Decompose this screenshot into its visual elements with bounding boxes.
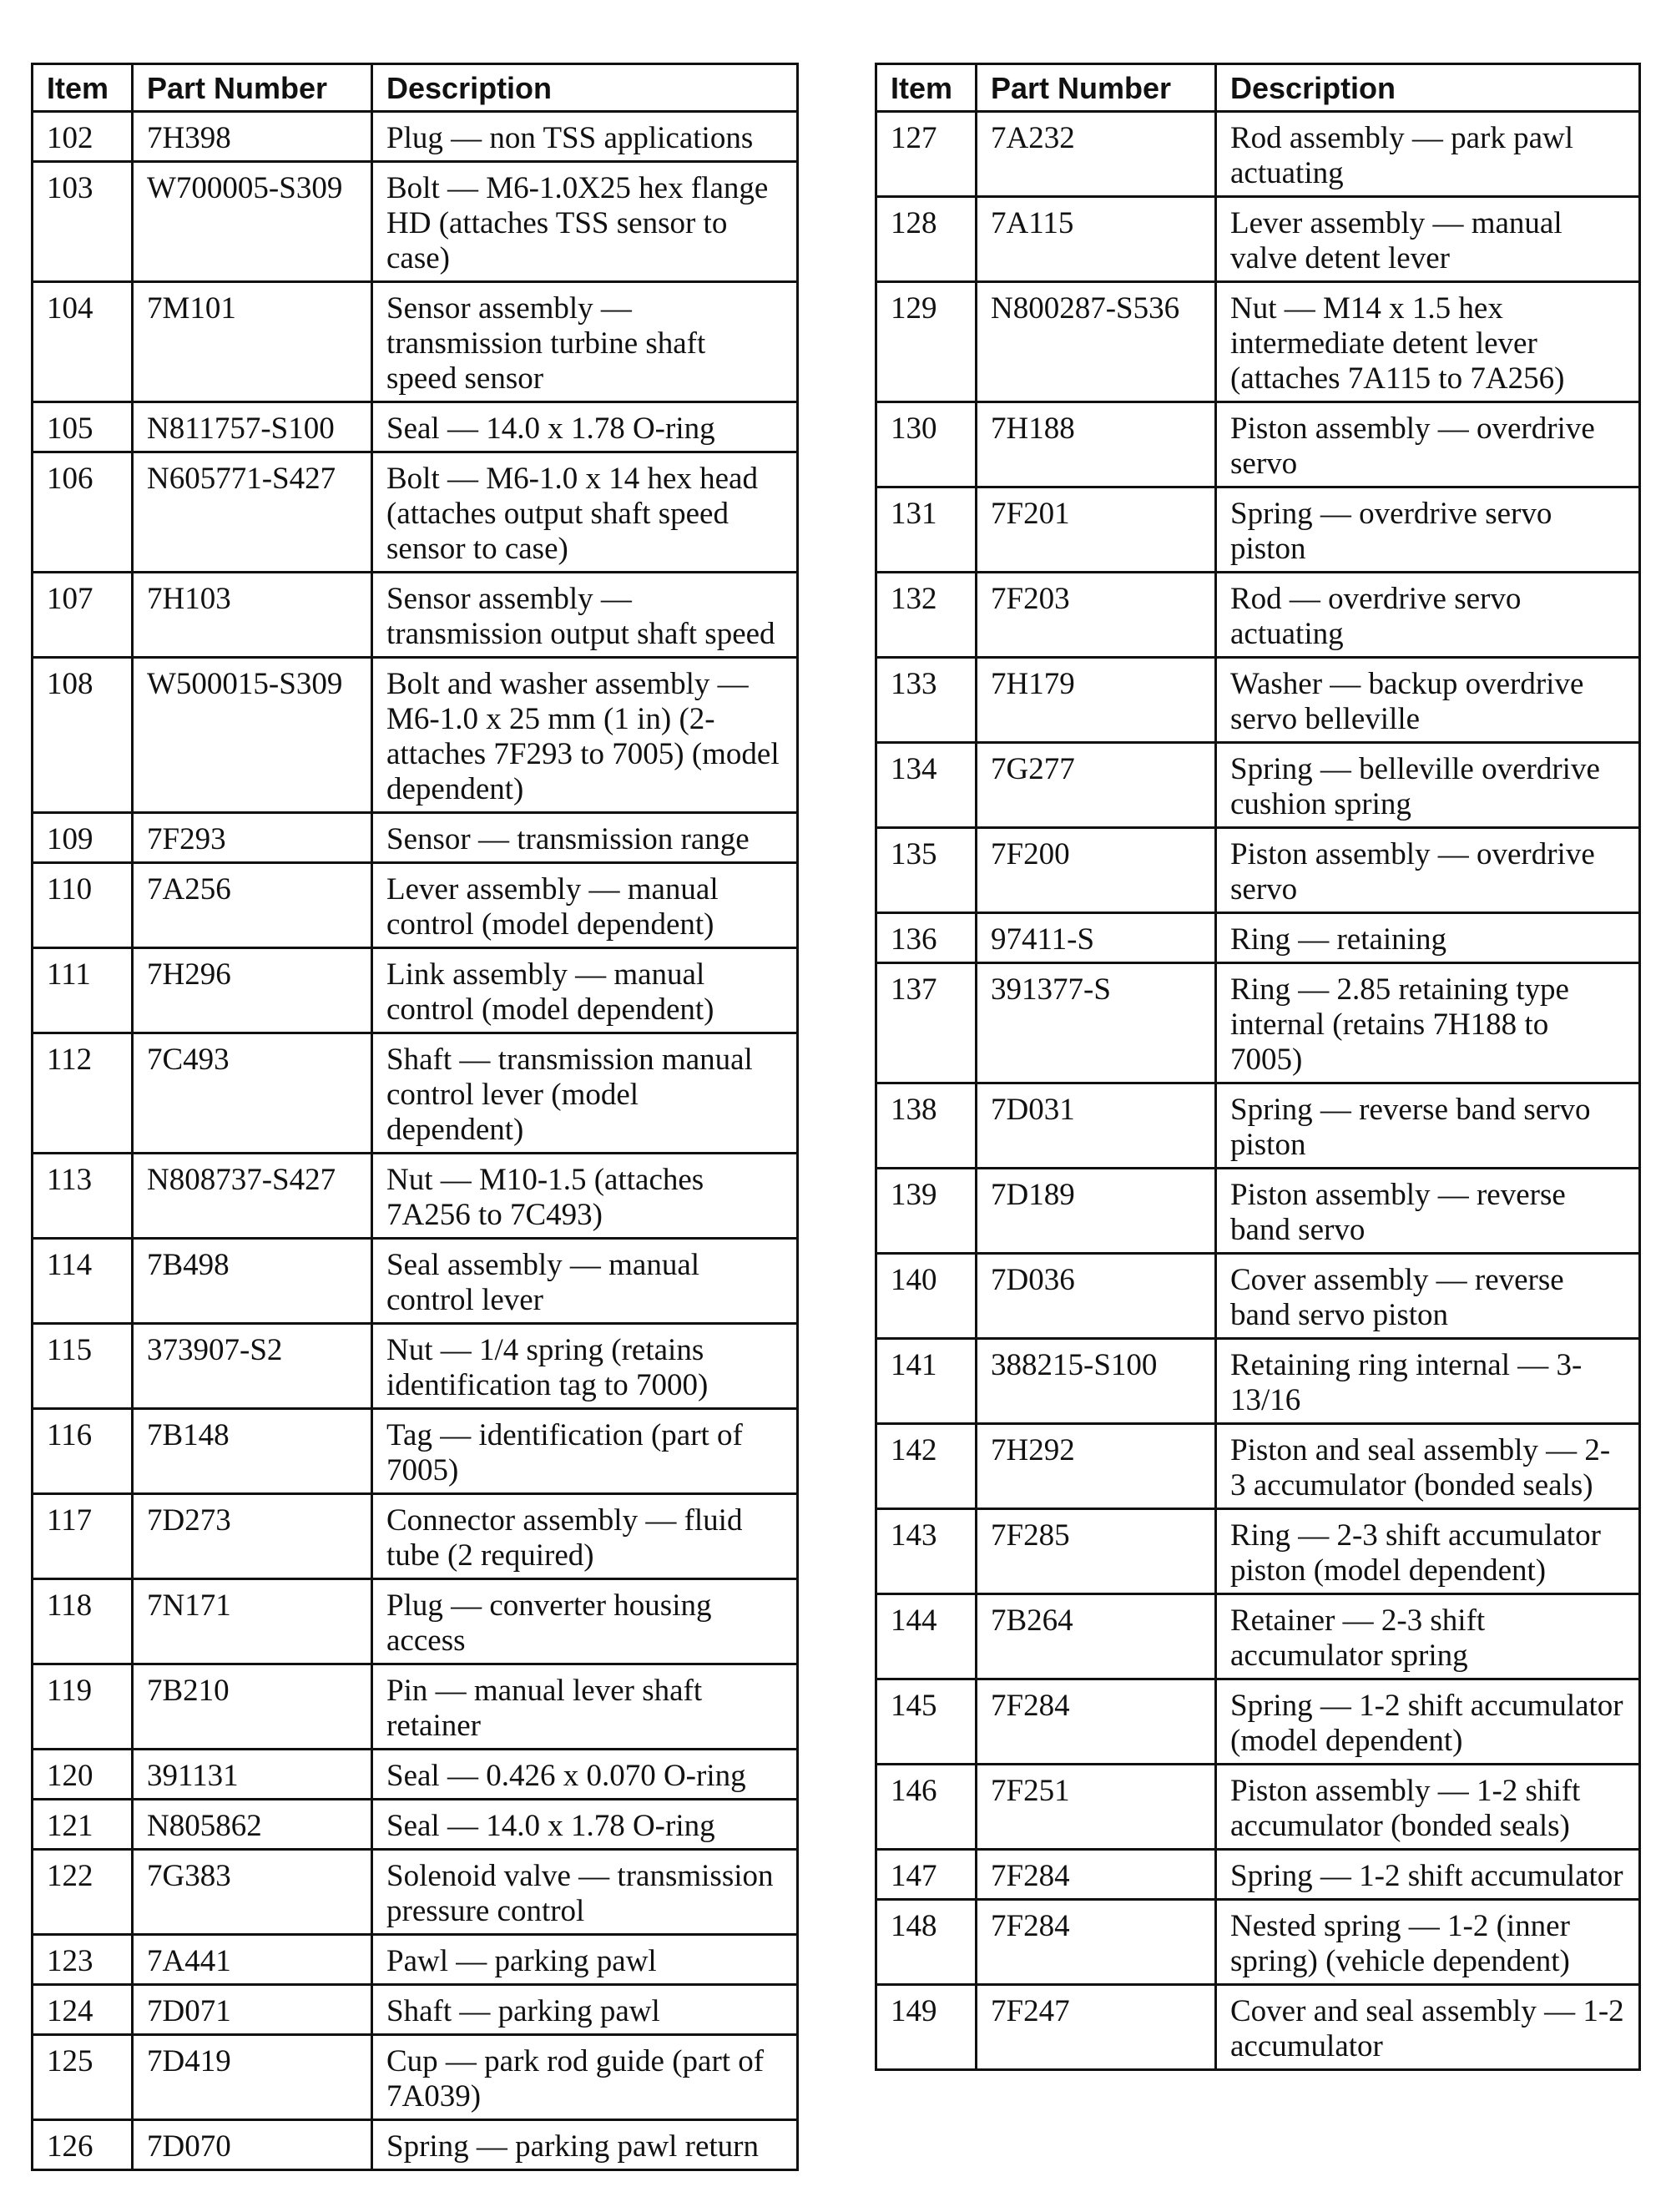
description-cell: Pawl — parking pawl: [372, 1935, 798, 1985]
description-cell: Spring — belleville overdrive cushion spring: [1216, 743, 1640, 828]
part-number-cell: N605771-S427: [133, 452, 372, 573]
part-number-cell: 7G277: [977, 743, 1216, 828]
table-row: [876, 402, 1640, 487]
item-number-cell: 103: [33, 162, 133, 282]
table-row: [876, 1509, 1640, 1594]
item-number-cell: 127: [876, 112, 977, 197]
part-number-cell: 7D273: [133, 1494, 372, 1579]
description-cell: Nut — 1/4 spring (retains identification tag to 7000): [372, 1324, 798, 1409]
table-row: [876, 197, 1640, 282]
part-number-cell: N800287-S536: [977, 282, 1216, 402]
description-cell: Retaining ring internal — 3-13/16: [1216, 1339, 1640, 1424]
description-cell: Piston and seal assembly — 2-3 accumulator (bonded seals): [1216, 1424, 1640, 1509]
table-row: [33, 282, 798, 402]
table-row: [33, 948, 798, 1033]
part-number-cell: 7D071: [133, 1985, 372, 2035]
description-cell: Cover and seal assembly — 1-2 accumulator: [1216, 1985, 1640, 2070]
item-number-cell: 131: [876, 487, 977, 573]
table-row: [876, 1765, 1640, 1850]
item-number-cell: 149: [876, 1985, 977, 2070]
description-cell: Piston assembly — overdrive servo: [1216, 828, 1640, 913]
table-row: [33, 1494, 798, 1579]
description-cell: Nut — M10-1.5 (attaches 7A256 to 7C493): [372, 1154, 798, 1239]
header-row: [33, 64, 798, 112]
header-row: [876, 64, 1640, 112]
table-body: [33, 112, 798, 2170]
parts-table-left: [31, 63, 799, 2171]
item-number-cell: 145: [876, 1679, 977, 1765]
table-row: [876, 1424, 1640, 1509]
table-row: [33, 1579, 798, 1664]
part-number-cell: 7F285: [977, 1509, 1216, 1594]
description-cell: Ring — retaining: [1216, 913, 1640, 963]
description-cell: Nested spring — 1-2 (inner spring) (vehicle dependent): [1216, 1900, 1640, 1985]
item-number-cell: 136: [876, 913, 977, 963]
part-number-cell: 7A232: [977, 112, 1216, 197]
description-cell: Ring — 2.85 retaining type internal (retains 7H188 to 7005): [1216, 963, 1640, 1083]
description-column-header: Description: [1216, 64, 1640, 112]
part-number-column-header: Part Number: [133, 64, 372, 112]
part-number-cell: 7F251: [977, 1765, 1216, 1850]
table-row: [33, 1324, 798, 1409]
item-number-cell: 140: [876, 1254, 977, 1339]
part-number-cell: 7H296: [133, 948, 372, 1033]
part-number-cell: 7B148: [133, 1409, 372, 1494]
item-number-cell: 146: [876, 1765, 977, 1850]
description-cell: Spring — 1-2 shift accumulator: [1216, 1850, 1640, 1900]
table-row: [33, 2035, 798, 2120]
table-header: [33, 64, 798, 112]
description-cell: Piston assembly — overdrive servo: [1216, 402, 1640, 487]
item-number-cell: 134: [876, 743, 977, 828]
item-number-cell: 148: [876, 1900, 977, 1985]
description-cell: Sensor — transmission range: [372, 813, 798, 863]
description-cell: Rod assembly — park pawl actuating: [1216, 112, 1640, 197]
description-cell: Washer — backup overdrive servo belleville: [1216, 658, 1640, 743]
part-number-cell: 7B498: [133, 1239, 372, 1324]
description-cell: Nut — M14 x 1.5 hex intermediate detent lever (attaches 7A115 to 7A256): [1216, 282, 1640, 402]
item-number-cell: 114: [33, 1239, 133, 1324]
item-number-cell: 119: [33, 1664, 133, 1750]
part-number-cell: 7D070: [133, 2120, 372, 2170]
table-row: [876, 1985, 1640, 2070]
description-cell: Spring — 1-2 shift accumulator (model dependent): [1216, 1679, 1640, 1765]
description-cell: Cover assembly — reverse band servo piston: [1216, 1254, 1640, 1339]
description-cell: Rod — overdrive servo actuating: [1216, 573, 1640, 658]
description-cell: Link assembly — manual control (model dependent): [372, 948, 798, 1033]
item-number-cell: 122: [33, 1850, 133, 1935]
table-row: [33, 1935, 798, 1985]
item-number-cell: 126: [33, 2120, 133, 2170]
item-number-cell: 123: [33, 1935, 133, 1985]
description-cell: Ring — 2-3 shift accumulator piston (model dependent): [1216, 1509, 1640, 1594]
table-row: [33, 1033, 798, 1154]
part-number-cell: 7B264: [977, 1594, 1216, 1679]
item-number-cell: 125: [33, 2035, 133, 2120]
part-number-cell: 388215-S100: [977, 1339, 1216, 1424]
item-number-cell: 115: [33, 1324, 133, 1409]
table-row: [876, 1169, 1640, 1254]
description-cell: Lever assembly — manual valve detent lever: [1216, 197, 1640, 282]
item-number-cell: 118: [33, 1579, 133, 1664]
part-number-cell: 7F200: [977, 828, 1216, 913]
description-cell: Shaft — transmission manual control lever (model dependent): [372, 1033, 798, 1154]
table-row: [33, 1750, 798, 1800]
item-number-cell: 142: [876, 1424, 977, 1509]
description-cell: Retainer — 2-3 shift accumulator spring: [1216, 1594, 1640, 1679]
table-row: [876, 1900, 1640, 1985]
table-row: [876, 1679, 1640, 1765]
table-row: [876, 743, 1640, 828]
part-number-cell: 7M101: [133, 282, 372, 402]
item-number-cell: 132: [876, 573, 977, 658]
table-row: [876, 913, 1640, 963]
table-row: [33, 1850, 798, 1935]
table-row: [876, 112, 1640, 197]
item-number-cell: 102: [33, 112, 133, 162]
part-number-cell: 7A115: [977, 197, 1216, 282]
description-cell: Piston assembly — reverse band servo: [1216, 1169, 1640, 1254]
item-number-cell: 108: [33, 658, 133, 813]
item-number-cell: 104: [33, 282, 133, 402]
table-row: [876, 1339, 1640, 1424]
table-row: [876, 963, 1640, 1083]
item-number-cell: 139: [876, 1169, 977, 1254]
item-number-cell: 111: [33, 948, 133, 1033]
description-cell: Connector assembly — fluid tube (2 required): [372, 1494, 798, 1579]
part-number-cell: 7F284: [977, 1679, 1216, 1765]
item-number-cell: 124: [33, 1985, 133, 2035]
description-cell: Plug — non TSS applications: [372, 112, 798, 162]
part-number-column-header: Part Number: [977, 64, 1216, 112]
table-row: [33, 1985, 798, 2035]
part-number-cell: 97411-S: [977, 913, 1216, 963]
description-cell: Seal — 0.426 x 0.070 O-ring: [372, 1750, 798, 1800]
part-number-cell: 7F201: [977, 487, 1216, 573]
item-number-cell: 110: [33, 863, 133, 948]
table-row: [876, 1254, 1640, 1339]
description-cell: Lever assembly — manual control (model dependent): [372, 863, 798, 948]
table-row: [876, 828, 1640, 913]
item-number-cell: 116: [33, 1409, 133, 1494]
item-number-cell: 141: [876, 1339, 977, 1424]
part-number-cell: 7H398: [133, 112, 372, 162]
table-row: [33, 1239, 798, 1324]
table-row: [33, 658, 798, 813]
part-number-cell: 7F293: [133, 813, 372, 863]
description-cell: Seal — 14.0 x 1.78 O-ring: [372, 402, 798, 452]
table-row: [876, 1594, 1640, 1679]
description-cell: Piston assembly — 1-2 shift accumulator (bonded seals): [1216, 1765, 1640, 1850]
description-cell: Bolt — M6-1.0 x 14 hex head (attaches output shaft speed sensor to case): [372, 452, 798, 573]
part-number-cell: N808737-S427: [133, 1154, 372, 1239]
part-number-cell: 7N171: [133, 1579, 372, 1664]
table-row: [33, 573, 798, 658]
part-number-cell: 7B210: [133, 1664, 372, 1750]
description-cell: Cup — park rod guide (part of 7A039): [372, 2035, 798, 2120]
description-cell: Spring — overdrive servo piston: [1216, 487, 1640, 573]
table-row: [33, 863, 798, 948]
part-number-cell: 7H103: [133, 573, 372, 658]
item-number-cell: 120: [33, 1750, 133, 1800]
description-cell: Spring — parking pawl return: [372, 2120, 798, 2170]
part-number-cell: 7F284: [977, 1900, 1216, 1985]
part-number-cell: 7H179: [977, 658, 1216, 743]
item-number-cell: 117: [33, 1494, 133, 1579]
item-number-cell: 144: [876, 1594, 977, 1679]
part-number-cell: 7F203: [977, 573, 1216, 658]
part-number-cell: 7H188: [977, 402, 1216, 487]
part-number-cell: N811757-S100: [133, 402, 372, 452]
description-cell: Tag — identification (part of 7005): [372, 1409, 798, 1494]
table-row: [33, 1409, 798, 1494]
item-number-cell: 121: [33, 1800, 133, 1850]
table-row: [33, 1154, 798, 1239]
table-row: [33, 813, 798, 863]
table-row: [33, 1800, 798, 1850]
item-number-cell: 133: [876, 658, 977, 743]
table-header: [876, 64, 1640, 112]
description-cell: Plug — converter housing access: [372, 1579, 798, 1664]
table-row: [876, 1083, 1640, 1169]
table-row: [33, 402, 798, 452]
item-number-cell: 128: [876, 197, 977, 282]
item-number-cell: 106: [33, 452, 133, 573]
part-number-cell: 7G383: [133, 1850, 372, 1935]
part-number-cell: N805862: [133, 1800, 372, 1850]
item-number-cell: 137: [876, 963, 977, 1083]
parts-table-right: [875, 63, 1641, 2071]
description-cell: Sensor assembly — transmission turbine shaft speed sensor: [372, 282, 798, 402]
table-body: [876, 112, 1640, 2070]
table-row: [876, 573, 1640, 658]
item-number-cell: 129: [876, 282, 977, 402]
item-column-header: Item: [876, 64, 977, 112]
part-number-cell: 7A441: [133, 1935, 372, 1985]
item-number-cell: 107: [33, 573, 133, 658]
description-cell: Pin — manual lever shaft retainer: [372, 1664, 798, 1750]
part-number-cell: 7H292: [977, 1424, 1216, 1509]
description-cell: Bolt — M6-1.0X25 hex flange HD (attaches TSS sensor to case): [372, 162, 798, 282]
table-row: [33, 2120, 798, 2170]
description-cell: Sensor assembly — transmission output shaft speed: [372, 573, 798, 658]
description-cell: Shaft — parking pawl: [372, 1985, 798, 2035]
item-number-cell: 109: [33, 813, 133, 863]
table-row: [33, 1664, 798, 1750]
table-row: [876, 1850, 1640, 1900]
table-row: [33, 112, 798, 162]
description-column-header: Description: [372, 64, 798, 112]
description-cell: Spring — reverse band servo piston: [1216, 1083, 1640, 1169]
part-number-cell: 391377-S: [977, 963, 1216, 1083]
item-number-cell: 113: [33, 1154, 133, 1239]
item-number-cell: 130: [876, 402, 977, 487]
table-row: [876, 487, 1640, 573]
description-cell: Bolt and washer assembly — M6-1.0 x 25 mm (1 in) (2-attaches 7F293 to 7005) (model dependent): [372, 658, 798, 813]
part-number-cell: W700005-S309: [133, 162, 372, 282]
table-row: [876, 282, 1640, 402]
part-number-cell: 7D189: [977, 1169, 1216, 1254]
item-column-header: Item: [33, 64, 133, 112]
part-number-cell: 7D036: [977, 1254, 1216, 1339]
description-cell: Solenoid valve — transmission pressure control: [372, 1850, 798, 1935]
item-number-cell: 105: [33, 402, 133, 452]
part-number-cell: 373907-S2: [133, 1324, 372, 1409]
part-number-cell: W500015-S309: [133, 658, 372, 813]
table-row: [33, 162, 798, 282]
item-number-cell: 143: [876, 1509, 977, 1594]
part-number-cell: 7C493: [133, 1033, 372, 1154]
part-number-cell: 7D031: [977, 1083, 1216, 1169]
part-number-cell: 391131: [133, 1750, 372, 1800]
item-number-cell: 135: [876, 828, 977, 913]
table-row: [33, 452, 798, 573]
description-cell: Seal assembly — manual control lever: [372, 1239, 798, 1324]
table-row: [876, 658, 1640, 743]
item-number-cell: 112: [33, 1033, 133, 1154]
item-number-cell: 147: [876, 1850, 977, 1900]
part-number-cell: 7F247: [977, 1985, 1216, 2070]
item-number-cell: 138: [876, 1083, 977, 1169]
part-number-cell: 7A256: [133, 863, 372, 948]
description-cell: Seal — 14.0 x 1.78 O-ring: [372, 1800, 798, 1850]
part-number-cell: 7D419: [133, 2035, 372, 2120]
part-number-cell: 7F284: [977, 1850, 1216, 1900]
